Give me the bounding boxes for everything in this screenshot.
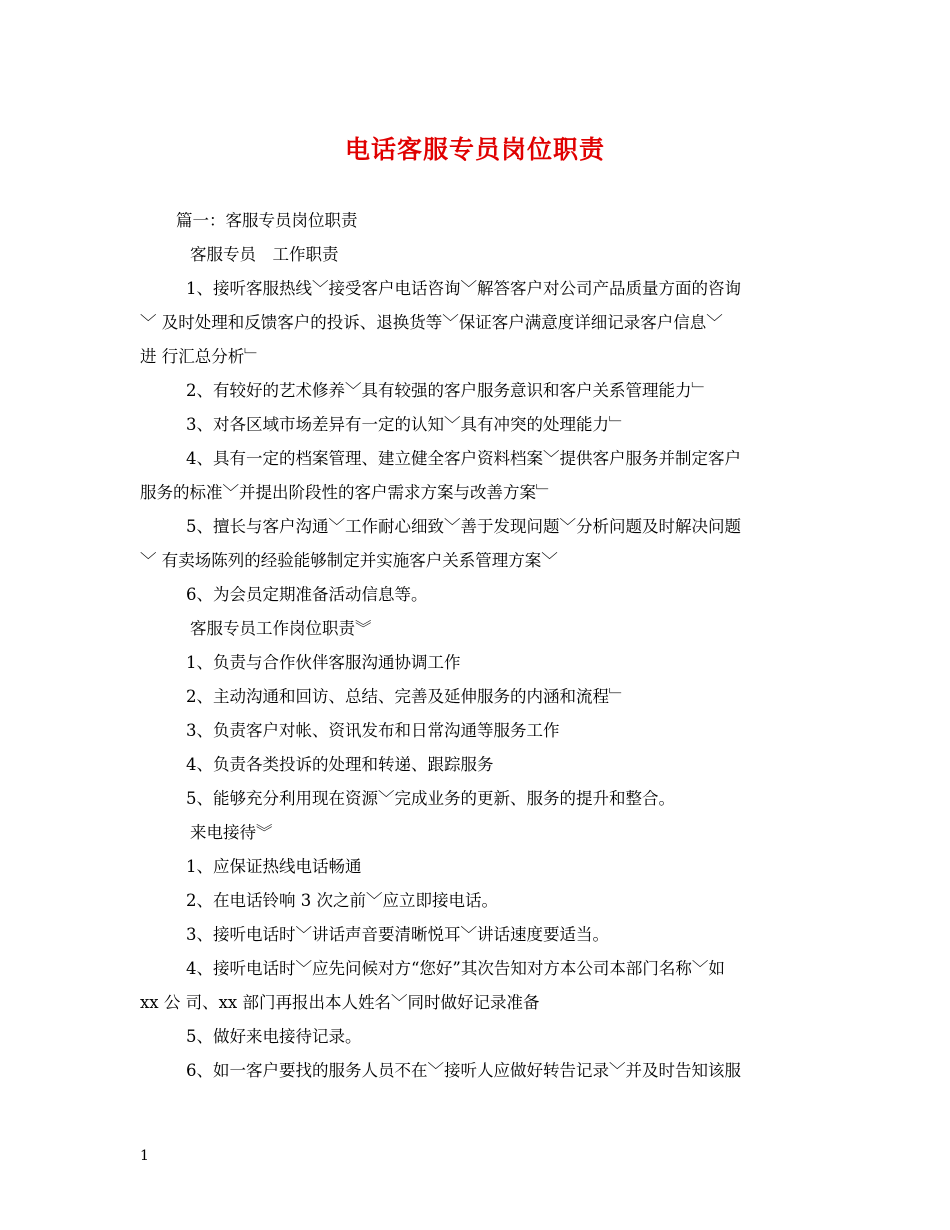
paragraph-line: 3、接听电话时﹀讲话声音要清晰悦耳﹀讲话速度要适当。 bbox=[186, 925, 609, 944]
paragraph-line: 3、负责客户对帐、资讯发布和日常沟通等服务工作 bbox=[186, 721, 560, 740]
subsection-heading: 客服专员工作岗位职责︾ bbox=[190, 619, 372, 638]
paragraph-line: 4、具有一定的档案管理、建立健全客户资料档案﹀提供客户服务并制定客户 bbox=[186, 449, 741, 468]
subsection-heading: 来电接待︾ bbox=[190, 823, 273, 842]
document-title: 电话客服专员岗位职责 bbox=[344, 135, 605, 164]
paragraph-line: 4、接听电话时﹀应先问候对方“您好”其次告知对方本公司本部门名称﹀如 bbox=[186, 959, 725, 978]
section-heading: 篇一：客服专员岗位职责 bbox=[176, 211, 358, 230]
paragraph-line: 2、有较好的艺术修养﹀具有较强的客户服务意识和客户关系管理能力﹂ bbox=[186, 381, 708, 400]
document-body bbox=[140, 204, 815, 1088]
paragraph-line: 5、能够充分利用现在资源﹀完成业务的更新、服务的提升和整合。 bbox=[186, 789, 675, 808]
paragraph-line: xx 公 司、xx 部门再报出本人姓名﹀同时做好记录准备 bbox=[140, 993, 540, 1012]
paragraph-line: ﹀ 有卖场陈列的经验能够制定并实施客户关系管理方案﹀ bbox=[140, 551, 558, 570]
paragraph-line: 进 行汇总分析﹂ bbox=[140, 347, 261, 366]
paragraph-line: 服务的标准﹀并提出阶段性的客户需求方案与改善方案﹂ bbox=[140, 483, 553, 502]
paragraph-line: 1、负责与合作伙伴客服沟通协调工作 bbox=[186, 653, 461, 672]
paragraph-line: 4、负责各类投诉的处理和转递、跟踪服务 bbox=[186, 755, 494, 774]
page-number: 1 bbox=[140, 1148, 149, 1164]
paragraph-line: 5、擅长与客户沟通﹀工作耐心细致﹀善于发现问题﹀分析问题及时解决问题 bbox=[186, 517, 741, 536]
paragraph-line: 1、应保证热线电话畅通 bbox=[186, 857, 362, 876]
paragraph-line: ﹀ 及时处理和反馈客户的投诉、退换货等﹀保证客户满意度详细记录客户信息﹀ bbox=[140, 313, 723, 332]
subsection-heading: 客服专员 工作职责 bbox=[190, 245, 339, 264]
paragraph-line: 6、如一客户要找的服务人员不在﹀接听人应做好转告记录﹀并及时告知该服 bbox=[186, 1061, 741, 1080]
paragraph-line: 1、接听客服热线﹀接受客户电话咨询﹀解答客户对公司产品质量方面的咨询 bbox=[186, 279, 741, 298]
paragraph-line: 2、主动沟通和回访、总结、完善及延伸服务的内涵和流程﹂ bbox=[186, 687, 626, 706]
paragraph-line: 3、对各区域市场差异有一定的认知﹀具有冲突的处理能力﹂ bbox=[186, 415, 626, 434]
paragraph-line: 2、在电话铃响 3 次之前﹀应立即接电话。 bbox=[186, 891, 498, 910]
paragraph-line: 6、为会员定期准备活动信息等。 bbox=[186, 585, 428, 604]
paragraph-line: 5、做好来电接待记录。 bbox=[186, 1027, 362, 1046]
